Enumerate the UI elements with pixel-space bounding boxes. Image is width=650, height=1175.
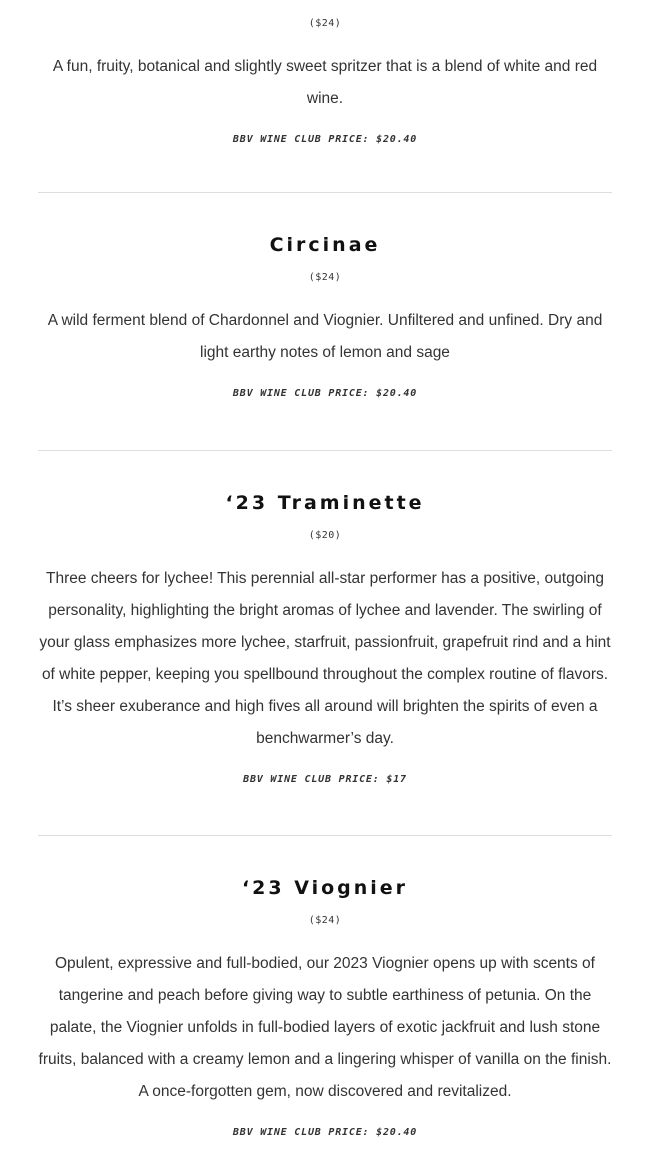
wine-item-spritzer: [38, 17, 612, 147]
wine-item-traminette: [38, 491, 612, 787]
wine-club-price: BBV WINE CLUB PRICE: $17: [243, 774, 407, 785]
wine-description: A wild ferment blend of Chardonnel and Viognier. Unfiltered and unfined. Dry and light earthy notes of lemon and sage: [47, 312, 603, 361]
section-divider: [38, 192, 612, 193]
wine-club-price: BBV WINE CLUB PRICE: $20.40: [232, 134, 418, 145]
wine-price: ($20): [308, 530, 342, 541]
wine-description: A fun, fruity, botanical and slightly sweet spritzer that is a blend of white and red wine.: [52, 58, 598, 107]
wine-price: ($24): [308, 272, 342, 283]
section-divider: [38, 450, 612, 451]
wine-description: Opulent, expressive and full-bodied, our 2023 Viognier opens up with scents of tangerine and peach before giving way to subtle earthiness of petunia. On the palate, the Viognier unfolds in full-bodied layers of exotic jackfruit and lush stone fruits, balanced with a creamy lemon and a lingering whisper of vanilla on the finish. A once-forgotten gem, now discovered and revitalized.: [38, 955, 612, 1100]
wine-name: ‘23 Traminette: [225, 492, 425, 514]
wine-name: Circinae: [269, 234, 381, 256]
wine-description: Three cheers for lychee! This perennial all-star performer has a positive, outgoing personality, highlighting the bright aromas of lychee and lavender. The swirling of your glass emphasizes more lychee, starfruit, passionfruit, grapefruit rind and a hint of white pepper, keeping you spellbound throughout the complex routine of flavors. It’s sheer exuberance and high fives all around will brighten the spirits of even a benchwarmer’s day.: [39, 570, 611, 747]
wine-club-price: BBV WINE CLUB PRICE: $20.40: [232, 1127, 418, 1138]
wine-price: ($24): [308, 18, 342, 29]
wine-item-viognier: [38, 876, 612, 1140]
wine-club-price: BBV WINE CLUB PRICE: $20.40: [232, 388, 418, 399]
wine-price: ($24): [308, 915, 342, 926]
wine-item-circinae: [38, 233, 612, 401]
section-divider: [38, 835, 612, 836]
wine-name: ‘23 Viognier: [241, 877, 409, 899]
